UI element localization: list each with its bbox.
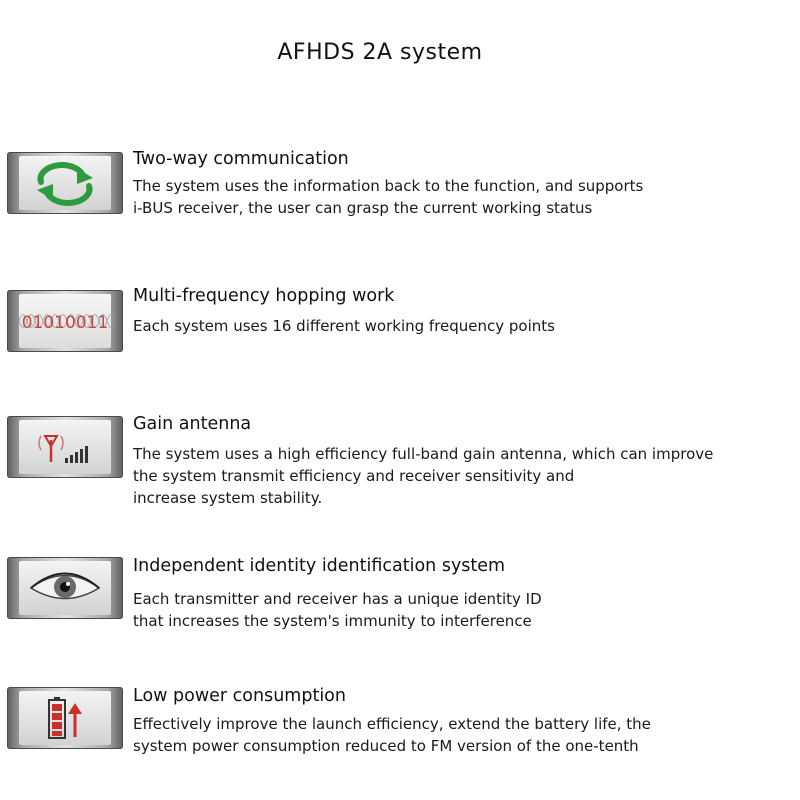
antenna-signal-icon (7, 416, 123, 478)
page-title: AFHDS 2A system (277, 40, 483, 65)
battery-up-icon (7, 687, 123, 749)
feature-description: Effectively improve the launch efficiency, extend the battery life, the system power consumption reduced to FM version of the one-tenth (133, 715, 651, 755)
eye-icon (7, 557, 123, 619)
feature-heading: Two-way communication (133, 149, 349, 169)
binary-text: 01010011 (21, 313, 109, 333)
feature-description: The system uses the information back to the function, and supports i-BUS receiver, the user can grasp the current working status (133, 177, 644, 217)
feature-heading: Multi-frequency hopping work (133, 286, 395, 306)
feature-heading: Low power consumption (133, 686, 346, 706)
feature-description: Each transmitter and receiver has a unique identity ID that increases the system's immunity to interference (133, 590, 542, 630)
feature-heading: Independent identity identification system (133, 556, 506, 576)
refresh-arrows-icon (7, 152, 123, 214)
feature-description: Each system uses 16 different working frequency points (133, 317, 555, 335)
binary-signal-icon (7, 290, 123, 352)
feature-description: The system uses a high efficiency full-band gain antenna, which can improve the system transmit efficiency and receiver sensitivity and increase system stability. (133, 445, 714, 507)
feature-heading: Gain antenna (133, 414, 252, 434)
